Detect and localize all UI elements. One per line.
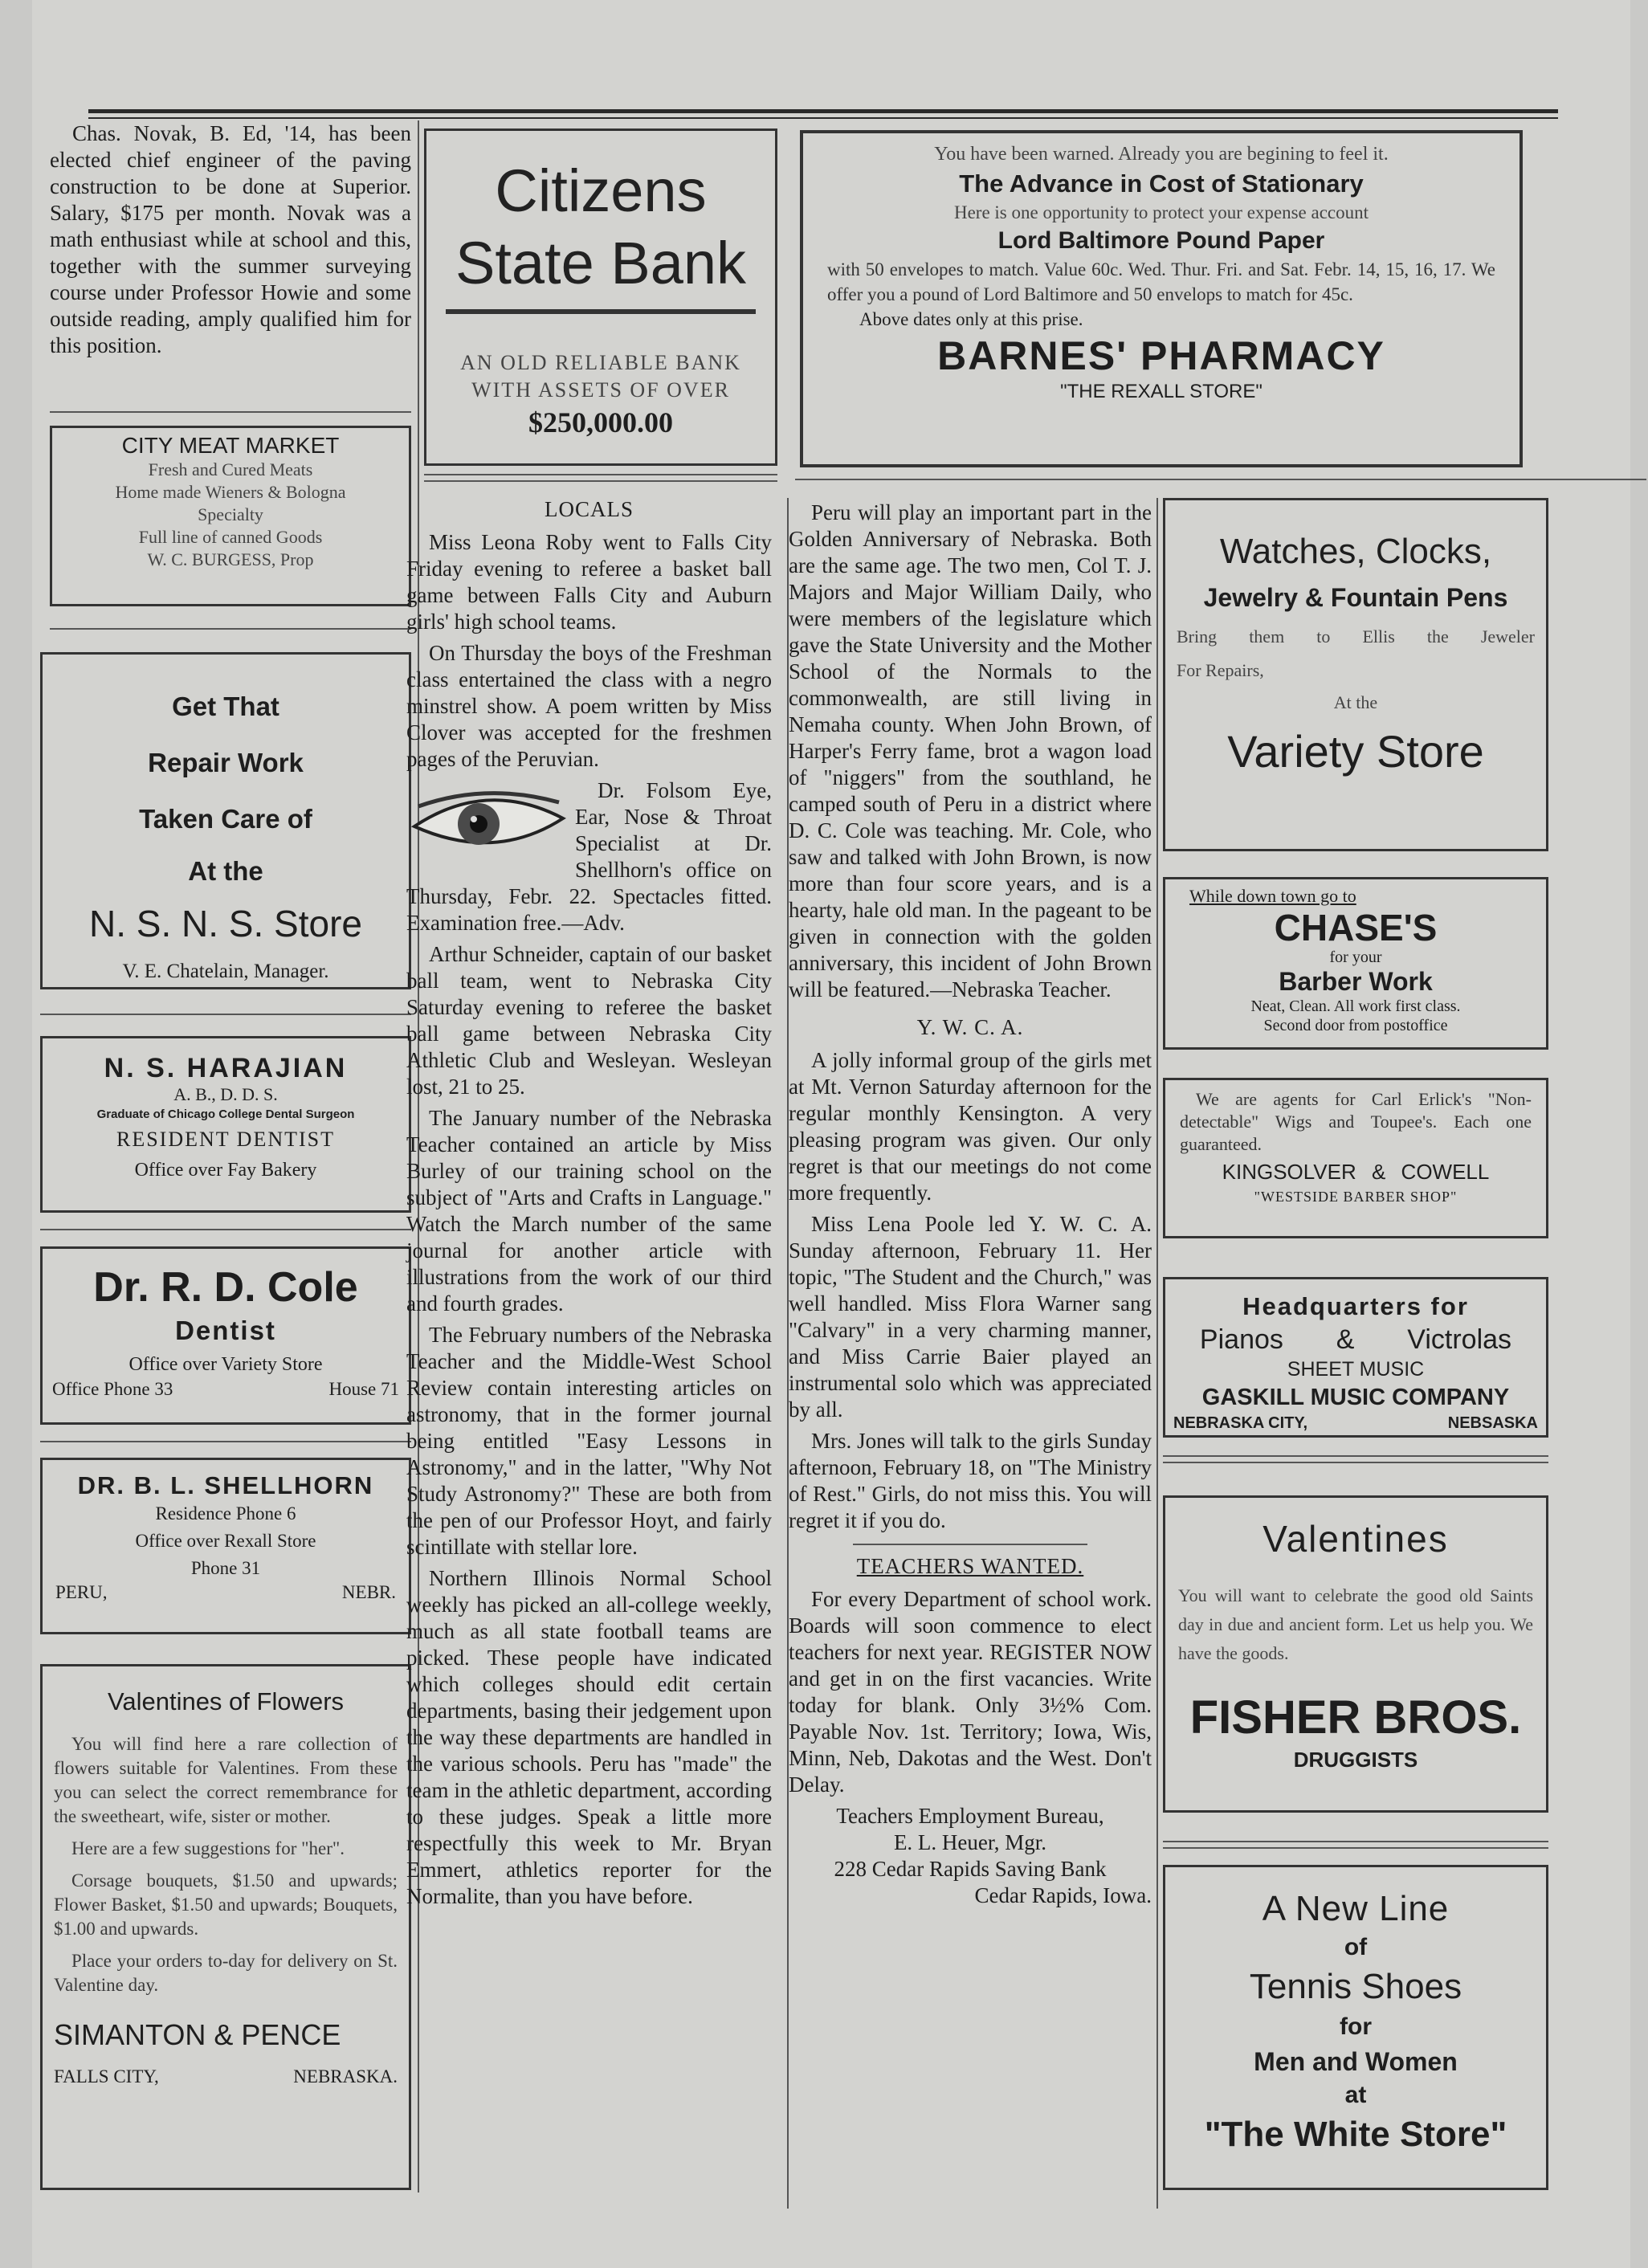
barnes-product: Lord Baltimore Pound Paper (997, 227, 1325, 254)
watches-line: Bring them to Ellis the Jeweler (1177, 626, 1535, 647)
newspaper-page (32, 0, 1630, 2268)
flowers-suggestions: Here are a few suggestions for "her". (71, 1838, 345, 1858)
harajian-graduate: Graduate of Chicago College Dental Surgeon (96, 1107, 355, 1121)
flowers-intro: You will find here a rare collection of flowers suitable for Valentines. From these you can select the correct remembrance for the sweetheart, wife, sister or mother. (54, 1734, 398, 1826)
folsom-ad-text: Dr. Folsom Eye, Ear, Nose & Throat Specialist at Dr. Shellhorn's office on Thursday, Febr. 22. Spectacles fitted. Examination free.—Adv. (406, 778, 772, 935)
flowers-ad (40, 1664, 411, 2190)
divider (40, 1229, 411, 1230)
locals-item: Arthur Schneider, captain of our basket ball team, went to Nebraska City Saturday evening to referee the basket ball game between Nebraska City Athletic Club and Wesleyan. Wesleyan lost, 21 to 25. (406, 942, 772, 1099)
top-rule-thin (88, 117, 1558, 119)
divider (1163, 1462, 1548, 1463)
teachers-city: Cedar Rapids, Iowa. (974, 1883, 1152, 1907)
meat-market-line: Specialty (198, 504, 263, 524)
bank-assets: $250,000.00 (528, 406, 673, 439)
teachers-address: 228 Cedar Rapids Saving Bank (834, 1857, 1107, 1881)
meat-market-line: Home made Wieners & Bologna (115, 482, 346, 502)
harajian-degree: A. B., D. D. S. (173, 1084, 278, 1104)
nsns-line: Get That (172, 691, 279, 721)
gaskill-products (1173, 1323, 1538, 1356)
gaskill-pianos: Pianos (1199, 1324, 1283, 1355)
harajian-ad (40, 1036, 411, 1213)
ywca-item: Mrs. Jones will talk to the girls Sunday afternoon, February 18, on "The Ministry of Rest." Girls, do not miss this. You will regret it if you do. (789, 1429, 1152, 1532)
tennis-store: "The White Store" (1204, 2115, 1507, 2154)
divider (795, 479, 1646, 480)
gaskill-ampersand: & (1336, 1324, 1355, 1355)
divider (424, 474, 777, 475)
fisher-name: FISHER BROS. (1189, 1691, 1522, 1744)
ywca-item: Miss Lena Poole led Y. W. C. A. Sunday afternoon, February 11. Her topic, "The Student and the Church," was well handled. Miss Flora Warner sang "Calvary" in a very charming manner, and Miss Carrie Baier played an instrumental solo which was appreciated by all. (789, 1212, 1152, 1422)
meat-market-title: CITY MEAT MARKET (121, 433, 340, 458)
locals-column (406, 488, 772, 1915)
watches-line: At the (1333, 692, 1378, 712)
shellhorn-state: NEBR. (341, 1582, 396, 1602)
meat-market-ad (50, 426, 411, 606)
cole-house-phone: House 71 (328, 1379, 399, 1399)
flowers-order: Place your orders to-day for delivery on St. Valentine day. (54, 1951, 398, 1995)
peru-anniversary-article: Peru will play an important part in the Golden Anniversary of Nebraska. Both are the same age. The two men, Col T. J. Majors and Major William Daily, who were members of the legislature which gave the State University and the Mother School of the Normals to the commonwealth, are still living in Nemaha county. When John Brown, of Harper's Ferry fame, brot a wagon load of "niggers" from the southland, he camped south of Peru in a district where D. C. Cole was teaching. Mr. Cole, who saw and talked with John Brown, is now more than four score years, and is a hearty, hale old man. In the pageant to be given in connection with the golden anniversary, this incident of John Brown will be featured.—Nebraska Teacher. (789, 500, 1152, 1001)
barnes-offer: with 50 envelopes to match. Value 60c. Wed. Thur. Fri. and Sat. Febr. 14, 15, 16, 17. We offer you a pound of Lord Baltimore and 50 envelops to match for 45c. (827, 259, 1495, 304)
nsns-store-ad (40, 652, 411, 989)
watches-subhead: Jewelry & Fountain Pens (1203, 583, 1508, 612)
divider (853, 1544, 1087, 1545)
flowers-prices: Corsage bouquets, $1.50 and upwards; Flower Basket, $1.50 and upwards; Bouquets, $1.00 and upwards. (54, 1870, 398, 1939)
flowers-title: Valentines of Flowers (107, 1687, 345, 1715)
chase-barber-ad (1163, 877, 1548, 1050)
wigs-firm: KINGSOLVER & COWELL (1222, 1160, 1490, 1184)
locals-item: Northern Illinois Normal School weekly has picked an all-college weekly, much as all state football teams are picked. These people have indicated which colleges should edit certain departments, basing their jedgement upon the way these departments are handled in the various schools. Peru has "made" the team in the athletic department, according to these judges. Speak a little more respectfully this week to Mr. Bryan Emmert, athletics reporter for the Normalite, than you have before. (406, 1566, 772, 1908)
shellhorn-location (43, 1582, 409, 1603)
teachers-heading: TEACHERS WANTED. (856, 1554, 1084, 1578)
fisher-bros-ad (1163, 1495, 1548, 1813)
fisher-title: Valentines (1263, 1518, 1449, 1560)
shellhorn-phone: Phone 31 (190, 1558, 261, 1578)
novak-article (50, 120, 411, 364)
harajian-resident: RESIDENT DENTIST (116, 1128, 335, 1151)
bank-rule (446, 309, 756, 314)
shellhorn-name: DR. B. L. SHELLHORN (77, 1471, 374, 1499)
watches-headline: Watches, Clocks, (1219, 532, 1492, 571)
nsns-manager: V. E. Chatelain, Manager. (122, 961, 329, 982)
gaskill-victrolas: Victrolas (1407, 1324, 1512, 1355)
gaskill-state: NEBSASKA (1447, 1414, 1538, 1432)
locals-heading: LOCALS (544, 497, 634, 521)
cole-ad (40, 1246, 411, 1425)
flowers-firm (54, 2018, 398, 2052)
divider (50, 411, 411, 413)
gaskill-name: GASKILL MUSIC COMPANY (1201, 1385, 1510, 1410)
folsom-ad (406, 777, 772, 936)
barnes-headline: The Advance in Cost of Stationary (959, 169, 1364, 198)
divider (424, 480, 777, 482)
gaskill-ad (1163, 1277, 1548, 1438)
ywca-heading: Y. W. C. A. (916, 1015, 1024, 1039)
divider (1163, 1847, 1548, 1849)
tennis-line: Men and Women (1254, 2047, 1458, 2076)
wigs-ad (1163, 1078, 1548, 1238)
divider (40, 1441, 411, 1442)
watches-line: For Repairs, (1177, 660, 1264, 680)
teachers-body: For every Department of school work. Boards will soon commence to elect teachers for next year. REGISTER NOW and get in on the first vacancies. Write today for blank. Only 3½% Com. Payable Nov. 1st. Territory; Iowa, Wis, Minn, Neb, Dakotas and the West. Don't Delay. (789, 1587, 1152, 1797)
bank-tagline: WITH ASSETS OF OVER (471, 378, 730, 402)
meat-market-line: Full line of canned Goods (138, 527, 323, 547)
shellhorn-residence: Residence Phone 6 (155, 1503, 296, 1524)
barnes-name: BARNES' PHARMACY (937, 333, 1385, 378)
novak-text: Chas. Novak, B. Ed, '14, has been elected chief engineer of the paving construction to be done at Superior. Salary, $175 per month. Novak was a math enthusiast while at school and this, together with the summer surveying course under Professor Howie and some outside reading, amply qualified him for this position. (50, 121, 411, 357)
cole-office: Office over Variety Store (128, 1354, 323, 1375)
bank-name-line2: State Bank (455, 230, 746, 296)
cole-phones (43, 1379, 409, 1400)
tennis-line: at (1344, 2082, 1367, 2108)
tennis-line: Tennis Shoes (1249, 1967, 1462, 2006)
citizens-bank-ad (424, 128, 777, 466)
barnes-warning: You have been warned. Already you are begining to feel it. (934, 144, 1389, 165)
gaskill-city: NEBRASKA CITY, (1173, 1414, 1308, 1432)
nsns-store-name: N. S. N. S. Store (89, 903, 362, 944)
cole-title: Dentist (175, 1316, 276, 1345)
nsns-line: At the (188, 856, 263, 886)
ywca-item: A jolly informal group of the girls met at Mt. Vernon Saturday afternoon for the regular monthly Kensington. A very pleasing program was given. Our only regret is that our meetings do not come more frequently. (789, 1048, 1152, 1205)
locals-item: The January number of the Nebraska Teacher contained an article by Miss Burley of our training school on the subject of "Arts and Crafts in Language." Watch the March number of the same journal for another article with illustrations from the work of our third and fourth grades. (406, 1106, 772, 1316)
shellhorn-ad (40, 1458, 411, 1634)
cole-office-phone: Office Phone 33 (52, 1379, 173, 1399)
locals-item: On Thursday the boys of the Freshman class entertained the class with a negro minstrel show. A poem written by Miss Clover was accepted for the freshmen pages of the Peruvian. (406, 641, 772, 771)
nsns-line: Repair Work (148, 748, 304, 777)
divider (50, 628, 411, 630)
flowers-location (54, 2066, 398, 2087)
gaskill-headline: Headquarters for (1242, 1292, 1469, 1320)
tennis-line: of (1344, 1934, 1368, 1960)
locals-item: Miss Leona Roby went to Falls City Friday evening to referee a basket ball game between Falls City and Auburn girls' high school teams. (406, 530, 772, 634)
chase-for: for your (1329, 948, 1382, 966)
teachers-bureau: Teachers Employment Bureau, (836, 1804, 1104, 1828)
chase-line: Second door from postoffice (1263, 1017, 1448, 1034)
tennis-line: for (1340, 2013, 1372, 2040)
divider (1163, 1841, 1548, 1842)
shellhorn-city: PERU, (55, 1582, 108, 1602)
barnes-pharmacy-ad (800, 130, 1523, 467)
barnes-tagline: "THE REXALL STORE" (1060, 381, 1263, 402)
gaskill-location (1173, 1413, 1538, 1434)
wigs-text: We are agents for Carl Erlick's "Non-detectable" Wigs and Toupee's. Each one guaranteed. (1180, 1089, 1532, 1154)
tennis-line: A New Line (1262, 1889, 1450, 1928)
barnes-dates: Above dates only at this prise. (859, 309, 1083, 329)
eye-icon (406, 782, 567, 863)
top-rule (88, 109, 1558, 113)
fisher-druggists: DRUGGISTS (1293, 1748, 1418, 1772)
locals-item: The February numbers of the Nebraska Teacher and the Middle-West School Review contain interesting articles on astronomy, that in the former journal being entitled "Easy Lessons in Astronomy," and in the latter, "Why Not Study Astronomy?" These are both from the pen of our Professor Hoyt, and fairly scintillate with stellar lore. (406, 1323, 772, 1559)
watches-store: Variety Store (1227, 726, 1484, 777)
bank-name-line1: Citizens (495, 157, 707, 224)
gaskill-sheet-music: SHEET MUSIC (1287, 1358, 1425, 1381)
tennis-shoes-ad (1163, 1865, 1548, 2190)
shellhorn-office: Office over Rexall Store (135, 1531, 316, 1551)
chase-intro: While down town go to (1189, 886, 1356, 906)
fisher-text: You will want to celebrate the good old Saints day in due and ancient form. Let us help you. We have the goods. (1178, 1585, 1533, 1663)
divider (1163, 1455, 1548, 1457)
chase-line: Neat, Clean. All work first class. (1250, 997, 1461, 1015)
chase-name: CHASE'S (1274, 907, 1438, 948)
harajian-name: N. S. HARAJIAN (104, 1053, 348, 1083)
chase-work: Barber Work (1279, 967, 1433, 996)
flowers-city: FALLS CITY, (54, 2066, 159, 2086)
flowers-state: NEBRASKA. (293, 2066, 398, 2086)
nsns-line: Taken Care of (139, 804, 312, 834)
column-divider (1156, 498, 1158, 2209)
cole-name: Dr. R. D. Cole (93, 1264, 358, 1311)
meat-market-proprietor: W. C. BURGESS, Prop (147, 549, 314, 569)
meat-market-line: Fresh and Cured Meats (148, 459, 313, 479)
watches-ad (1163, 498, 1548, 851)
peru-column (789, 500, 1152, 1909)
divider (40, 1014, 411, 1015)
harajian-office: Office over Fay Bakery (134, 1160, 317, 1181)
bank-tagline: AN OLD RELIABLE BANK (460, 351, 741, 374)
wigs-shop: "WESTSIDE BARBER SHOP" (1254, 1189, 1458, 1205)
flowers-firm-name: SIMANTON & PENCE (54, 2018, 341, 2051)
teachers-manager: E. L. Heuer, Mgr. (893, 1830, 1047, 1854)
barnes-opportunity: Here is one opportunity to protect your expense account (953, 202, 1369, 222)
